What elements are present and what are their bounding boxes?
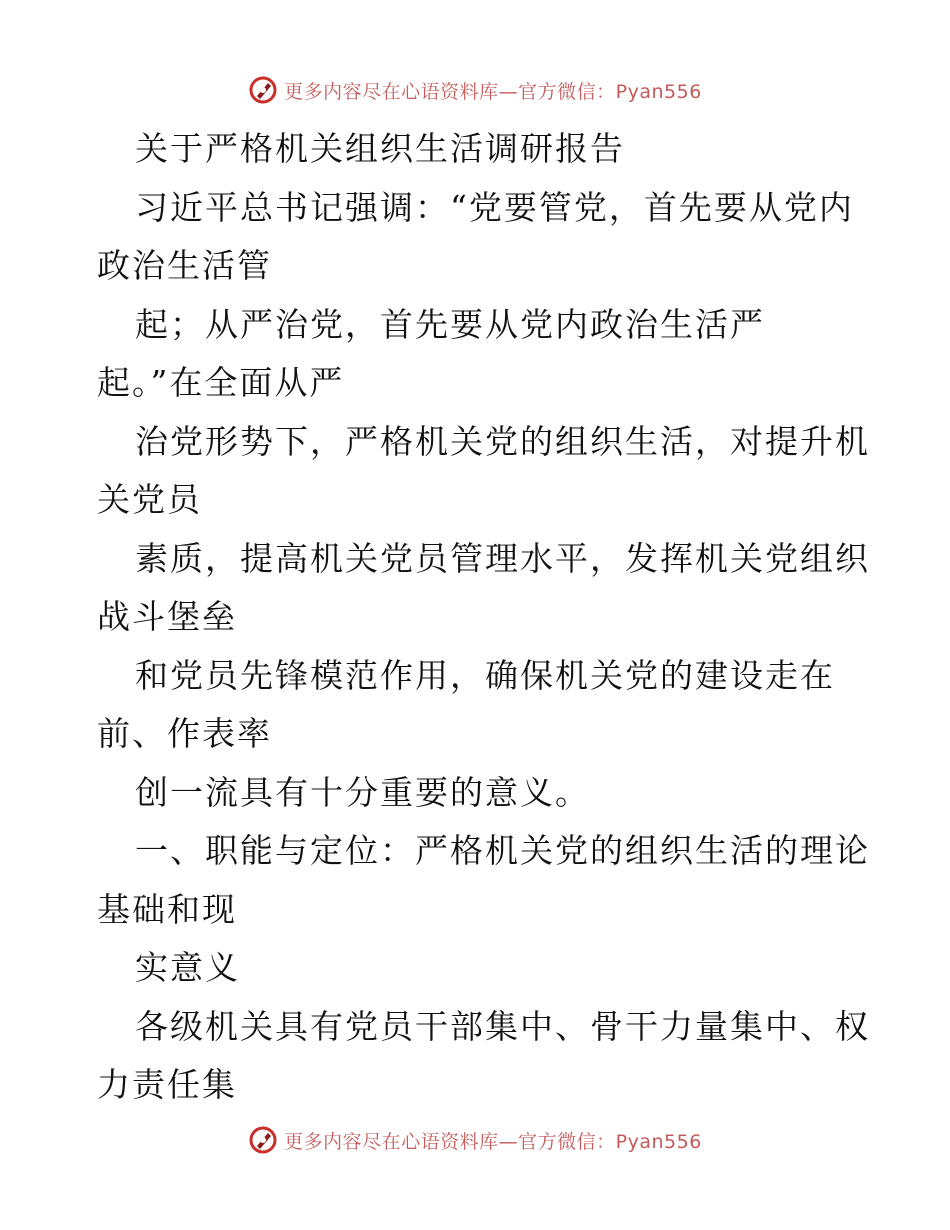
paragraph-line: 治党形势下，严格机关党的组织生活，对提升机 xyxy=(135,421,870,461)
watermark-text: 更多内容尽在心语资料库—官方微信：Pyan556 xyxy=(284,1130,702,1153)
brand-logo-icon xyxy=(248,75,278,105)
watermark-text: 更多内容尽在心语资料库—官方微信：Pyan556 xyxy=(284,80,702,103)
document-title: 关于严格机关组织生活调研报告 xyxy=(135,129,625,168)
paragraph-line: 前、作表率 xyxy=(97,714,272,753)
paragraph-line: 创一流具有十分重要的意义。 xyxy=(135,772,590,812)
paragraph-line: 政治生活管 xyxy=(97,246,272,285)
paragraph-line: 关党员 xyxy=(97,480,202,519)
header-watermark xyxy=(0,70,950,110)
paragraph-line: 起；从严治党，首先要从党内政治生活严 xyxy=(135,304,765,344)
paragraph-line: 战斗堡垒 xyxy=(97,597,237,636)
paragraph-line: 各级机关具有党员干部集中、骨干力量集中、权 xyxy=(135,1006,870,1046)
paragraph-line: 力责任集 xyxy=(97,1065,237,1104)
paragraph-line: 素质，提高机关党员管理水平，发挥机关党组织 xyxy=(135,538,870,578)
section-heading: 一、职能与定位：严格机关党的组织生活的理论 xyxy=(135,831,870,870)
footer-watermark xyxy=(0,1120,950,1160)
paragraph-line: 和党员先锋模范作用，确保机关党的建设走在 xyxy=(135,655,835,695)
brand-logo-icon xyxy=(248,1125,278,1155)
section-heading-continued: 实意义 xyxy=(135,948,240,987)
paragraph-line: 起。”在全面从严 xyxy=(97,363,345,402)
paragraph-line: 习近平总书记强调：“党要管党，首先要从党内 xyxy=(135,187,854,227)
section-heading-continued: 基础和现 xyxy=(97,889,237,929)
document-body xyxy=(97,120,870,1115)
